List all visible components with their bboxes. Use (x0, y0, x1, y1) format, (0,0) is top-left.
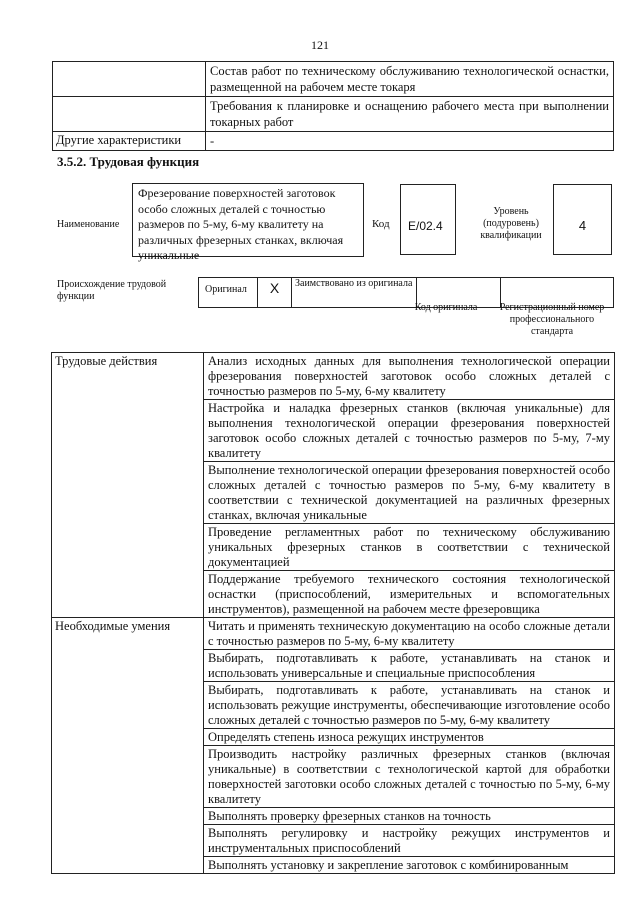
code-label: Код (372, 218, 390, 230)
page-number: 121 (311, 38, 329, 52)
borrowed-label: Заимствовано из оригинала (292, 278, 417, 308)
table-row: Поддержание требуемого технического состояния технологической оснастки (приспособлений, измерительных и вспомогательных инструментов), размещенной на рабочем месте фрезеровщика (204, 571, 615, 618)
other-characteristics-value: - (206, 132, 614, 151)
table-row: Производить настройку различных фрезерных станков (включая уникальные) в соответствии с технологической картой для обработки поверхностей заготовки особо сложных деталей с точностью по 5-му, 6-му квалитету (204, 746, 615, 808)
original-mark: X (258, 278, 292, 308)
code-caption: Код оригинала (414, 302, 478, 313)
table-row: Выполнять проверку фрезерных станков на точность (204, 808, 615, 825)
table-row: Читать и применять техническую документацию на особо сложные детали с точностью размеров по 5-му, 6-му квалитету (204, 618, 615, 650)
characteristics-table (52, 61, 614, 151)
other-characteristics-label: Другие характеристики (53, 132, 206, 151)
table-row: Состав работ по техническому обслуживанию технологической оснастки, размещенной на рабочем месте токаря (206, 62, 614, 97)
function-code: E/02.4 (400, 184, 456, 255)
level-label: Уровень (подуровень) квалификации (480, 206, 542, 241)
empty-label-cell (53, 97, 206, 132)
original-label-cell (199, 278, 258, 308)
table-row: Требования к планировке и оснащению рабочего места при выполнении токарных работ (206, 97, 614, 132)
table-row: Настройка и наладка фрезерных станков (включая уникальные) для выполнения технологической операции фрезерования поверхностей заготовок особо сложных деталей с точностью размеров по 5-му, 7-му квалитету (204, 400, 615, 462)
origin-label: Происхождение трудовой функции (57, 279, 167, 302)
required-skills-label: Необходимые умения (52, 618, 204, 874)
labor-table (51, 352, 615, 874)
table-row: Выполнять регулировку и настройку режущих инструментов и инструментальных приспособлений (204, 825, 615, 857)
table-row: Анализ исходных данных для выполнения технологической операции фрезерования поверхностей заготовок особо сложных деталей с точностью размеров по 5-му, 6-му квалитету (204, 353, 615, 400)
table-row: Выполнять установку и закрепление заготовок с комбинированным (204, 857, 615, 874)
table-row: Выбирать, подготавливать к работе, устанавливать на станок и использовать режущие инструменты, обеспечивающие изготовление особо сложных деталей с точностью размеров по 5-му, 6-му квалитету (204, 682, 615, 729)
registration-caption: Регистрационный номер профессионального стандарта (499, 302, 605, 337)
table-row: Выбирать, подготавливать к работе, устанавливать на станок и использовать универсальные и специальные приспособления (204, 650, 615, 682)
name-label: Наименование (57, 219, 120, 230)
original-label: Оригинал (205, 284, 247, 295)
labor-actions-label: Трудовые действия (52, 353, 204, 618)
section-title: 3.5.2. Трудовая функция (57, 154, 200, 169)
table-row: Выполнение технологической операции фрезерования поверхностей особо сложных деталей с точностью размеров по 5-му, 6-му квалитету в соответствии с технической документацией на различных фрезерных станках, включая уникальные (204, 462, 615, 524)
qualification-level: 4 (553, 184, 612, 255)
table-row: Проведение регламентных работ по техническому обслуживанию уникальных фрезерных станков в соответствии с технической документацией (204, 524, 615, 571)
table-row: Определять степень износа режущих инструментов (204, 729, 615, 746)
function-name: Фрезерование поверхностей заготовок особо сложных деталей с точностью размеров по 5-му, 6-му квалитету на различных фрезерных станках, включая уникальные (132, 183, 364, 257)
empty-label-cell (53, 62, 206, 97)
